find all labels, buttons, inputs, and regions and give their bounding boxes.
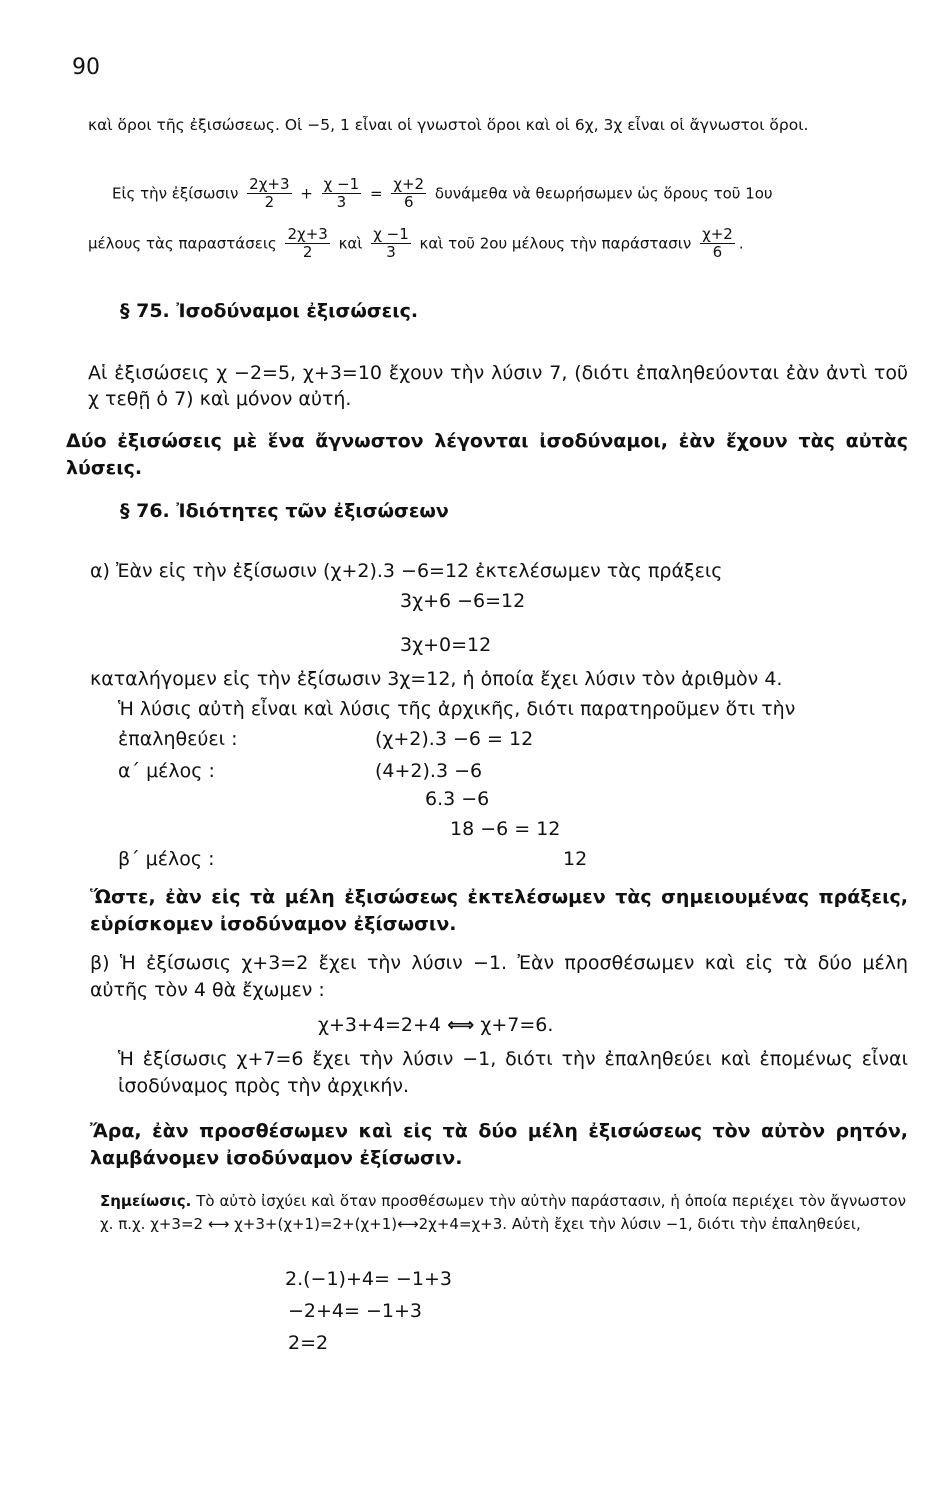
- part-a-step2: 3χ+0=12: [400, 634, 492, 656]
- period: .: [738, 234, 744, 253]
- equals-sign: =: [369, 184, 383, 203]
- members-lead: μέλους τὰς παραστάσεις: [88, 234, 277, 253]
- fraction: $\frac{\chi -1}{3}$: [373, 225, 409, 262]
- fraction: $\frac{2\chi+3}{2}$: [249, 175, 290, 212]
- alpha-member-label: α΄ μέλος :: [118, 760, 215, 782]
- verify-label: ἐπαληθεύει :: [118, 728, 238, 750]
- fraction: $\frac{\chi -1}{3}$: [323, 175, 360, 212]
- part-a-conclusion: καταλήγομεν εἰς τὴν ἐξίσωσιν 3χ=12, ἡ ὁποία ἔχει λύσιν τὸν ἀριθμὸν 4.: [90, 668, 783, 690]
- equation-line: [112, 176, 773, 212]
- alpha-calc-3: 18 −6 = 12: [450, 818, 561, 840]
- eq-lead: Εἰς τὴν ἐξίσωσιν: [112, 184, 239, 203]
- fraction: $\frac{2\chi+3}{2}$: [287, 225, 328, 262]
- alpha-calc-1: (4+2).3 −6: [375, 760, 483, 782]
- part-b-eq-left: χ+3+4=2+4: [318, 1014, 442, 1036]
- rule-b: Ἄρα, ἐὰν προσθέσωμεν καὶ εἰς τὰ δύο μέλη ἐξισώσεως τὸν αὐτὸν ρητόν, λαμβάνομεν ἰσοδύναμον ἐξίσωσιν.: [90, 1120, 908, 1169]
- note: [100, 1190, 906, 1236]
- members-tail: καὶ τοῦ 2ου μέλους τὴν παράστασιν: [419, 234, 692, 253]
- equivalence-arrow-icon: ⟺: [447, 1014, 475, 1036]
- members-line: [88, 226, 744, 262]
- beta-member-label: β΄ μέλος :: [118, 848, 215, 870]
- section-75-heading: § 75. Ἰσοδύναμοι ἐξισώσεις.: [120, 300, 419, 322]
- fraction: $\frac{\chi+2}{6}$: [702, 225, 733, 262]
- part-b-text2: Ἡ ἐξίσωσις χ+7=6 ἔχει τὴν λύσιν −1, διότι τὴν ἐπαληθεύει καὶ ἐπομένως εἶναι ἰσοδύναμος πρὸς τὴν ἀρχικήν.: [118, 1048, 908, 1097]
- plus-sign: +: [300, 184, 313, 203]
- part-a-step1: 3χ+6 −6=12: [400, 590, 526, 612]
- eq-tail: δυνάμεθα νὰ θεωρήσωμεν ὡς ὅρους τοῦ 1ου: [434, 184, 773, 203]
- part-b-text: β) Ἡ ἐξίσωσις χ+3=2 ἔχει τὴν λύσιν −1. Ἐὰν προσθέσωμεν καὶ εἰς τὰ δύο μέλη αὐτῆς τὸν 4 θὰ ἔχωμεν :: [90, 952, 908, 1001]
- alpha-calc-2: 6.3 −6: [425, 788, 490, 810]
- part-b-equation: [318, 1014, 553, 1036]
- fraction: $\frac{\chi+2}{6}$: [393, 175, 425, 212]
- rule-a: Ὥστε, ἐὰν εἰς τὰ μέλη ἐξισώσεως ἐκτελέσωμεν τὰς σημειουμένας πράξεις, εὑρίσκομεν ἰσοδύναμον ἐξίσωσιν.: [90, 886, 908, 935]
- paragraph-75: Αἱ ἐξισώσεις χ −2=5, χ+3=10 ἔχουν τὴν λύσιν 7, (διότι ἐπαληθεύονται ἐὰν ἀντὶ τοῦ χ τεθῇ ὁ 7) καὶ μόνον αὐτή.: [88, 362, 908, 410]
- beta-value: 12: [563, 848, 588, 870]
- verify-equation: (χ+2).3 −6 = 12: [375, 728, 534, 750]
- note-calc-2: −2+4= −1+3: [288, 1300, 422, 1322]
- intro-line: καὶ ὅροι τῆς ἐξισώσεως. Οἱ −5, 1 εἶναι οἱ γνωστοὶ ὅροι καὶ οἱ 6χ, 3χ εἶναι οἱ ἄγνωστοι ὅροι.: [88, 116, 809, 134]
- note-text: Τὸ αὐτὸ ἰσχύει καὶ ὅταν προσθέσωμεν τὴν αὐτὴν παράστασιν, ἡ ὁποία περιέχει τὸν ἄγνωστον χ. π.χ. χ+3=2 ⟷ χ+3+(χ+1)=2+(χ+1)⟷2χ+4=χ+3. Αὐτὴ ἔχει τὴν λύσιν −1, διότι τὴν ἐπαληθεύει,: [100, 1192, 906, 1233]
- note-label: Σημείωσις.: [100, 1192, 192, 1210]
- part-a-solution: Ἡ λύσις αὐτὴ εἶναι καὶ λύσις τῆς ἀρχικῆς, διότι παρατηροῦμεν ὅτι τὴν: [118, 698, 796, 720]
- section-76-heading: § 76. Ἰδιότητες τῶν ἐξισώσεων: [120, 500, 449, 522]
- rule-75: Δύο ἐξισώσεις μὲ ἕνα ἄγνωστον λέγονται ἰσοδύναμοι, ἐὰν ἔχουν τὰς αὐτὰς λύσεις.: [66, 430, 908, 479]
- note-calc-1: 2.(−1)+4= −1+3: [285, 1268, 452, 1290]
- part-b-eq-right: χ+7=6.: [480, 1014, 554, 1036]
- page-number: 90: [72, 55, 100, 80]
- part-a-line: α) Ἐὰν εἰς τὴν ἐξίσωσιν (χ+2).3 −6=12 ἐκτελέσωμεν τὰς πράξεις: [90, 560, 723, 582]
- and-word: καὶ: [338, 234, 363, 253]
- note-calc-3: 2=2: [288, 1332, 329, 1354]
